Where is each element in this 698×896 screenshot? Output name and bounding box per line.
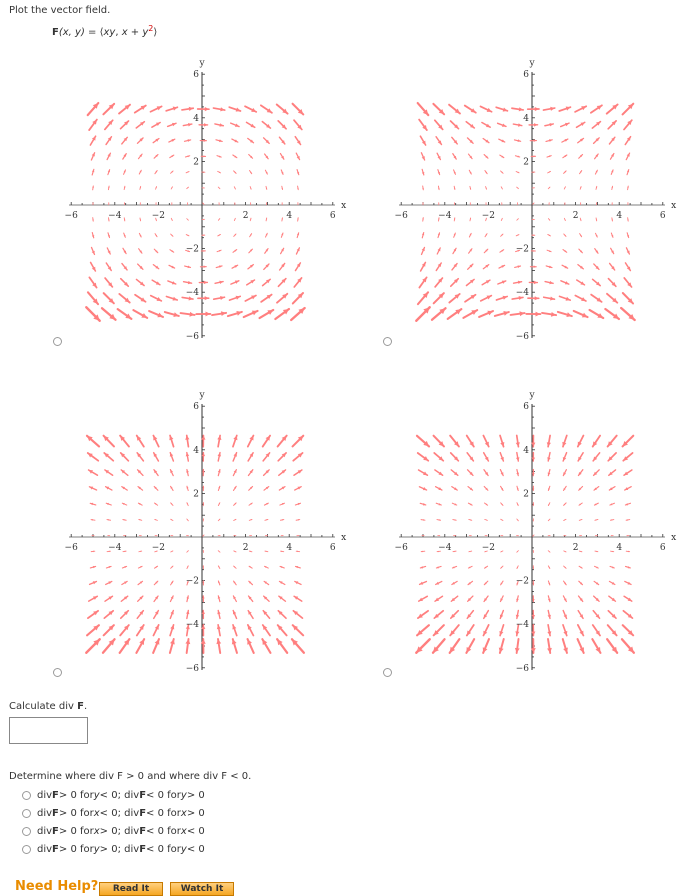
calc-label-period: . [84,701,87,712]
svg-text:x: x [671,533,676,543]
option-text-part: < 0; div [100,790,140,801]
svg-text:−4: −4 [186,620,200,630]
div-sign-option-4[interactable] [22,842,205,856]
div-sign-option-1[interactable] [22,788,205,802]
need-help-label: Need Help? [15,879,98,894]
option-text-part: < 0 for [146,826,181,837]
svg-text:6: 6 [330,543,336,553]
formula-F: F [52,27,59,38]
svg-text:−4: −4 [438,543,452,553]
svg-text:−4: −4 [438,211,452,221]
div-sign-option-4-radio[interactable] [22,845,31,854]
calculate-div-label [9,701,87,712]
svg-text:2: 2 [573,543,579,553]
vector-field-plot-4 [330,332,698,692]
svg-text:6: 6 [330,211,336,221]
option-text-part: x [94,826,100,837]
option-text-part: div [37,790,52,801]
svg-text:2: 2 [523,489,529,499]
option-text-part: > 0 for [59,808,94,819]
formula-component-1: xy [104,27,116,38]
vector-plot-option-2 [330,0,660,330]
svg-text:−6: −6 [65,543,79,553]
div-sign-option-3-radio[interactable] [22,827,31,836]
option-text-part: < 0 [187,844,205,855]
svg-text:y: y [198,58,205,68]
option-text-part: x [181,826,187,837]
div-answer-input[interactable] [9,717,88,744]
option-text-part: < 0 for [146,808,181,819]
svg-text:−4: −4 [516,620,530,630]
svg-text:4: 4 [193,446,199,456]
svg-text:2: 2 [523,157,529,167]
vector-plot-option-1 [0,0,330,330]
option-text-part: div [37,826,52,837]
option-text-part: > 0; div [100,844,140,855]
svg-text:−2: −2 [516,245,529,255]
option-text-part: > 0 [187,790,205,801]
formula-component-2: x + y [122,27,149,38]
svg-text:−6: −6 [65,211,79,221]
svg-text:−2: −2 [186,245,199,255]
option-text-part: > 0 for [59,844,94,855]
svg-text:−2: −2 [516,577,529,587]
svg-text:−6: −6 [395,211,409,221]
option-text-part: > 0 [187,808,205,819]
calc-label-text: Calculate div [9,701,77,712]
calc-label-F: F [77,701,84,712]
vector-plot-option-3 [0,332,330,662]
option-text-part: < 0; div [100,808,140,819]
div-sign-option-1-radio[interactable] [22,791,31,800]
svg-text:−2: −2 [186,577,199,587]
option-text-part: y [94,844,100,855]
svg-text:6: 6 [523,402,529,412]
svg-text:−2: −2 [482,543,495,553]
option-text-part: F [139,808,146,819]
svg-text:−6: −6 [395,543,409,553]
option-text-part: F [52,808,59,819]
svg-text:2: 2 [193,157,199,167]
svg-text:−2: −2 [482,211,495,221]
formula-open-bracket: ⟨ [100,27,104,38]
option-text-part: F [139,790,146,801]
svg-text:4: 4 [616,543,622,553]
option-text-part: < 0 for [146,790,181,801]
svg-text:2: 2 [573,211,579,221]
svg-text:−6: −6 [186,332,200,342]
svg-text:4: 4 [616,211,622,221]
svg-text:y: y [528,58,535,68]
option-text-part: x [94,808,100,819]
svg-text:−2: −2 [152,543,165,553]
svg-text:x: x [341,533,346,543]
vector-field-plot-2 [330,0,698,360]
option-text-part: > 0 for [59,826,94,837]
div-sign-option-2-radio[interactable] [22,809,31,818]
option-text-part: F [139,844,146,855]
svg-text:6: 6 [660,211,666,221]
svg-text:y: y [528,390,535,400]
formula-args: (x, y) [59,27,85,38]
svg-text:6: 6 [193,402,199,412]
svg-text:6: 6 [523,70,529,80]
plot-option-3-radio[interactable] [53,668,62,677]
vector-field-plot-3 [0,332,360,692]
vector-field-plot-1 [0,0,360,360]
svg-text:−4: −4 [108,543,122,553]
svg-text:4: 4 [523,114,529,124]
formula-exponent: 2 [148,24,153,33]
plot-option-4-radio[interactable] [383,668,392,677]
svg-text:x: x [341,201,346,211]
option-text-part: F [52,826,59,837]
svg-text:6: 6 [660,543,666,553]
option-text-part: F [52,844,59,855]
svg-text:4: 4 [286,211,292,221]
option-text-part: F [52,790,59,801]
watch-it-button[interactable]: Watch It [170,882,234,896]
svg-text:−6: −6 [186,664,200,674]
option-text-part: > 0; div [100,826,140,837]
svg-text:4: 4 [193,114,199,124]
div-sign-option-3[interactable] [22,824,205,838]
formula-equals: = [85,27,100,38]
formula-separator: , [115,27,121,38]
option-text-part: y [181,790,187,801]
question-prompt: Plot the vector field. [9,5,110,16]
svg-text:x: x [671,201,676,211]
svg-text:−6: −6 [516,332,530,342]
option-text-part: > 0 for [59,790,94,801]
svg-text:−2: −2 [152,211,165,221]
option-text-part: div [37,808,52,819]
formula-close-bracket: ⟩ [153,27,157,38]
div-sign-option-2[interactable] [22,806,205,820]
option-text-part: div [37,844,52,855]
svg-text:−4: −4 [108,211,122,221]
svg-text:−6: −6 [516,664,530,674]
read-it-button[interactable]: Read It [99,882,163,896]
determine-sign-label: Determine where div F > 0 and where div F < 0. [9,771,251,782]
option-text-part: y [94,790,100,801]
option-text-part: < 0 for [146,844,181,855]
option-text-part: y [181,844,187,855]
svg-text:2: 2 [243,211,249,221]
svg-text:6: 6 [193,70,199,80]
option-text-part: < 0 [187,826,205,837]
svg-text:4: 4 [523,446,529,456]
svg-text:2: 2 [193,489,199,499]
svg-text:−4: −4 [516,288,530,298]
vector-plot-option-4 [330,332,660,662]
svg-text:−4: −4 [186,288,200,298]
option-text-part: x [181,808,187,819]
option-text-part: F [139,826,146,837]
svg-text:2: 2 [243,543,249,553]
svg-text:4: 4 [286,543,292,553]
svg-text:y: y [198,390,205,400]
